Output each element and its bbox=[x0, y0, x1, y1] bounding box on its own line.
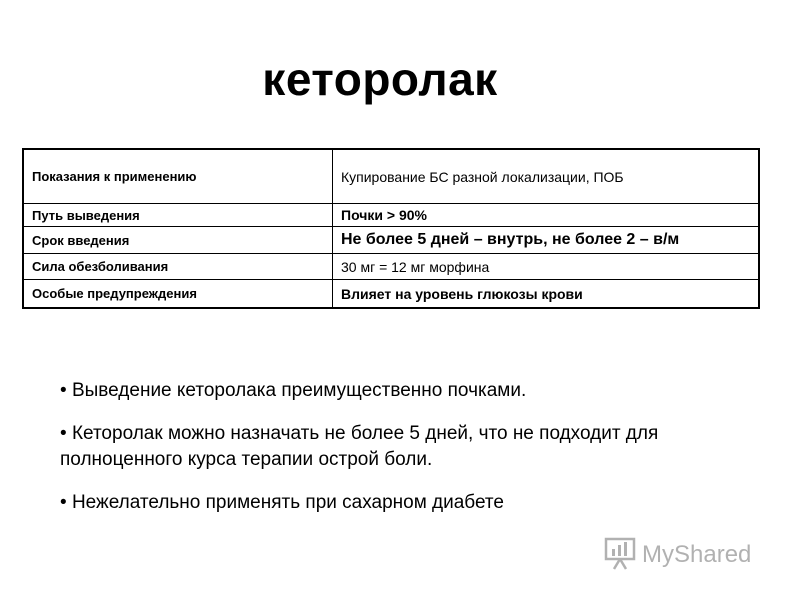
row-value: Почки > 90% bbox=[333, 204, 760, 227]
row-key: Особые предупреждения bbox=[23, 280, 333, 309]
bullet-list bbox=[60, 378, 760, 533]
list-item: • Нежелательно применять при сахарном диабете bbox=[60, 492, 504, 513]
list-item: • Выведение кеторолака преимущественно почками. bbox=[60, 380, 527, 401]
row-value: Влияет на уровень глюкозы крови bbox=[333, 280, 760, 309]
presentation-board-icon bbox=[604, 536, 636, 575]
row-key: Сила обезболивания bbox=[23, 254, 333, 280]
slide-title: кеторолак bbox=[262, 53, 498, 105]
ketorolac-info-table bbox=[22, 148, 760, 309]
row-value: Не более 5 дней – внутрь, не более 2 – в/м bbox=[333, 227, 760, 254]
table-row bbox=[23, 280, 759, 309]
row-value: 30 мг = 12 мг морфина bbox=[333, 254, 760, 280]
watermark-text: MyShared bbox=[642, 541, 752, 568]
watermark bbox=[604, 537, 751, 573]
list-item: • Кеторолак можно назначать не более 5 дней, что не подходит для полноценного курса терапии острой боли. bbox=[60, 423, 659, 470]
table-row bbox=[23, 227, 759, 254]
row-key: Срок введения bbox=[23, 227, 333, 254]
row-key: Путь выведения bbox=[23, 204, 333, 227]
table-row bbox=[23, 254, 759, 280]
row-key: Показания к применению bbox=[23, 149, 333, 204]
row-value: Купирование БС разной локализации, ПОБ bbox=[333, 149, 760, 204]
table-row bbox=[23, 204, 759, 227]
table-row bbox=[23, 149, 759, 204]
